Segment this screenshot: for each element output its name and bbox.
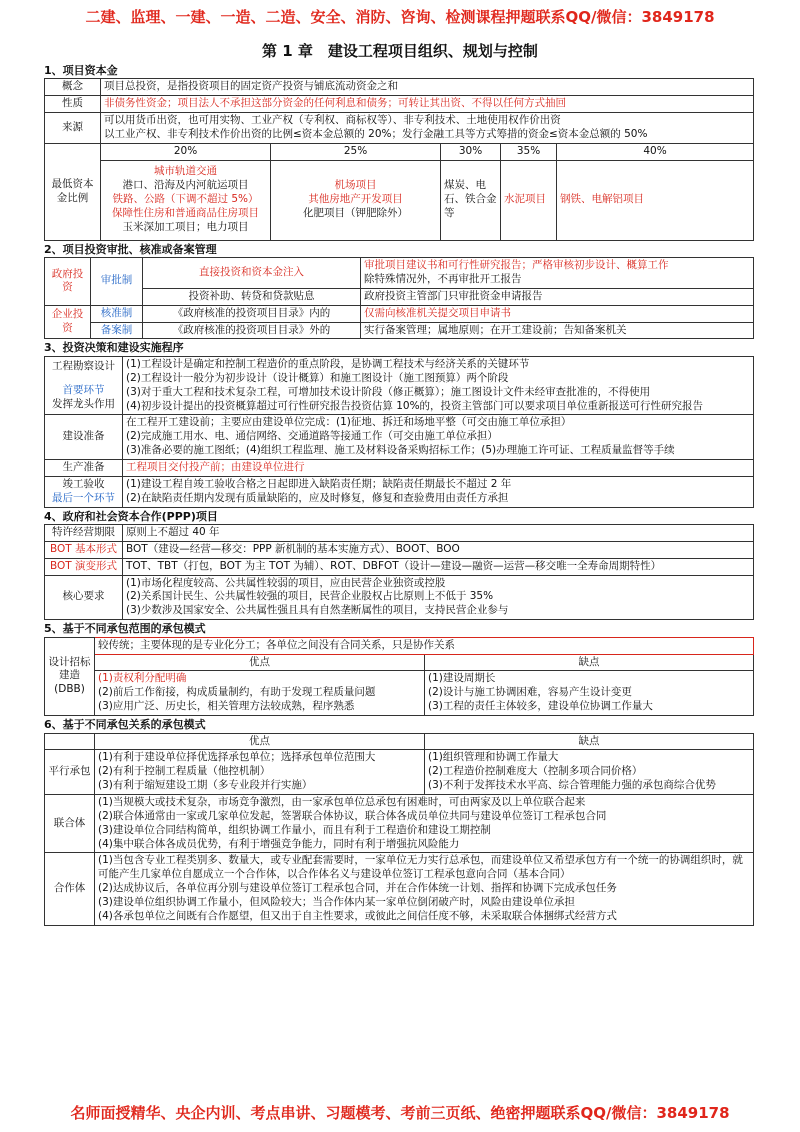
pct-20: 20%: [101, 143, 271, 160]
chapter-title: 第 1 章 建设工程项目组织、规划与控制: [262, 42, 538, 60]
coop-label: 合作体: [45, 853, 95, 925]
concept-text: 项目总投资，是指投资项目的固定资产投资与铺底流动资金之和: [101, 79, 754, 96]
capital-table: [44, 78, 754, 240]
ent-out-list-desc: 实行备案管理；属地原则；在开工建设前；告知备案机关: [361, 322, 754, 339]
projects-25: 机场项目 其他房地产开发项目 化肥项目（钾肥除外）: [271, 160, 441, 240]
pct-35: 35%: [501, 143, 557, 160]
rel-con-header: 缺点: [425, 733, 754, 750]
term-content: 原则上不超过 40 年: [123, 525, 754, 542]
pct-25: 25%: [271, 143, 441, 160]
parallel-label: 平行承包: [45, 750, 95, 795]
section-6-title: 6、基于不同承包关系的承包模式: [44, 718, 206, 732]
dbb-label: 设计招标建造(DBB): [45, 637, 95, 715]
section-2-title: 2、项目投资审批、核准或备案管理: [44, 242, 217, 256]
dbb-pro-header: 优点: [95, 654, 425, 671]
basic-form-content: BOT（建设—经营—移交：PPP 新机制的基本实施方式）、BOOT、BOO: [123, 541, 754, 558]
coop-content: (1)当包含专业工程类别多、数量大，或专业配套需要时，一家单位无力实行总承包，而建设单位又希望承包方有一个统一的协调组织时，就可能产生几家单位自愿成立一个合作体，以合作体名义与建设单位签订工程承包意向合同（基本合同） (2)达成协议后，各单位再分别与建设单位签订工程承包合同，并在合作体统一计划、指挥和协调下完成承包任务 (3)建设单位组织协调工作量小，但风险较大；当合作体内某一家单位倒闭破产时，风险由建设单位承担 (4)各承包单位之间既有合作愿望，但又出于自主性要求，或彼此之间信任度不够，未采取联合体捆绑式经营方式: [95, 853, 754, 925]
ent-in-list: 《政府核准的投资项目目录》内的: [143, 305, 361, 322]
section-4-title: 4、政府和社会资本合作(PPP)项目: [44, 509, 218, 523]
procedure-table: [44, 356, 754, 508]
section-5-title: 5、基于不同承包范围的承包模式: [44, 622, 206, 636]
survey-label: 工程勘察设计 首要环节 发挥龙头作用: [45, 356, 123, 414]
ent-out-list: 《政府核准的投资项目目录》外的: [143, 322, 361, 339]
union-label: 联合体: [45, 794, 95, 852]
prep-content: 在工程开工建设前；主要应由建设单位完成：(1)征地、拆迁和场地平整（可交由施工单位承担） (2)完成施工用水、电、通信网络、交通道路等接通工作（可交由施工单位承担） (3)准备必要的施工图纸；(4)组织工程监理、施工及材料设备采购招标工作；(5)办理施工许可证、工程质量监督等手续: [123, 415, 754, 460]
projects-35: 水泥项目: [501, 160, 557, 240]
evo-form-content: TOT、TBT（打包，BOT 为主 TOT 为辅）、ROT、DBFOT（设计—建设—融资—运营—移交唯一全寿命周期特性）: [123, 558, 754, 575]
section-3-title: 3、投资决策和建设实施程序: [44, 341, 184, 355]
survey-content: (1)工程设计是确定和控制工程造价的重点阶段，是协调工程技术与经济关系的关键环节 (2)工程设计一般分为初步设计（设计概算）和施工图设计（施工图预算）两个阶段 (3)对于重大工程和技术复杂工程，可增加技术设计阶段（修正概算）；施工图设计文件未经审查批准的，不得使用 (4)初步设计提出的投资概算超过可行性研究报告投资估算 10%的，投资主管部门可以要求项目单位重新报送可行性研究报告: [123, 356, 754, 414]
ent-invest-label: 企业投资: [45, 305, 91, 339]
dbb-pros: (1)责权利分配明确 (2)前后工作衔接，构成质量制约，有助于发现工程质量问题 (3)应用广泛、历史长，相关管理方法较成熟，程序熟悉: [95, 671, 425, 716]
ppp-table: [44, 524, 754, 620]
approval-table: [44, 257, 754, 339]
accept-label: 竣工验收 最后一个环节: [45, 476, 123, 507]
produce-label: 生产准备: [45, 459, 123, 476]
dbb-con-header: 缺点: [425, 654, 754, 671]
record-label: 备案制: [91, 322, 143, 339]
core-label: 核心要求: [45, 575, 123, 620]
gov-subsidy: 投资补助、转贷和贷款贴息: [143, 288, 361, 305]
prep-label: 建设准备: [45, 415, 123, 460]
basic-form-label: BOT 基本形式: [45, 541, 123, 558]
ent-in-list-desc: 仅需向核准机关提交项目申请书: [361, 305, 754, 322]
gov-direct: 直接投资和资本金注入: [143, 258, 361, 289]
accept-content: (1)建设工程自竣工验收合格之日起即进入缺陷责任期；缺陷责任期最长不超过 2 年 (2)在缺陷责任期内发现有质量缺陷的，应及时修复，修复和查验费用由责任方承担: [123, 476, 754, 507]
gov-direct-desc: 审批项目建议书和可行性研究报告；严格审核初步设计、概算工作 除特殊情况外，不再审批开工报告: [361, 258, 754, 289]
projects-30: 煤炭、电石、铁合金等: [441, 160, 501, 240]
section-1-title: 1、项目资本金: [44, 63, 118, 77]
source-label: 来源: [45, 113, 101, 144]
bottom-banner: 名师面授精华、央企内训、考点串讲、习题模考、考前三页纸、绝密押题联系QQ/微信：3849178: [70, 1104, 730, 1122]
core-content: (1)市场化程度较高、公共属性较弱的项目，应由民营企业独资或控股 (2)关系国计民生、公共属性较强的项目，民营企业股权占比原则上不低于 35% (3)少数涉及国家安全、公共属性强且具有自然垄断属性的项目，支持民营企业参与: [123, 575, 754, 620]
projects-20: 城市轨道交通 港口、沿海及内河航运项目 铁路、公路（下调不超过 5%） 保障性住房和普通商品住房项目 玉米深加工项目；电力项目: [101, 160, 271, 240]
dbb-cons: (1)建设周期长 (2)设计与施工协调困难，容易产生设计变更 (3)工程的责任主体较多，建设单位协调工作量大: [425, 671, 754, 716]
dbb-tradition: 较传统；主要体现的是专业化分工；各单位之间没有合同关系，只是协作关系: [95, 637, 754, 654]
term-label: 特许经营期限: [45, 525, 123, 542]
produce-content: 工程项目交付投产前；由建设单位进行: [123, 459, 754, 476]
verify-label: 核准制: [91, 305, 143, 322]
projects-40: 钢铁、电解铝项目: [557, 160, 754, 240]
nature-text: 非债务性资金；项目法人不承担这部分资金的任何利息和债务；可转让其出资、不得以任何方式抽回: [101, 96, 754, 113]
nature-label: 性质: [45, 96, 101, 113]
pct-40: 40%: [557, 143, 754, 160]
pct-30: 30%: [441, 143, 501, 160]
rel-pro-header: 优点: [95, 733, 425, 750]
parallel-cons: (1)组织管理和协调工作量大 (2)工程造价控制难度大（控制多项合同价格） (3)不利于发挥技术水平高、综合管理能力强的承包商综合优势: [425, 750, 754, 795]
union-content: (1)当规模大或技术复杂，市场竞争激烈，由一家承包单位总承包有困难时，可由两家及以上单位联合起来 (2)联合体通常由一家或几家单位发起，签署联合体协议，联合体各成员单位共同与建设单位签订工程承包合同 (3)建设单位合同结构简单，组织协调工作量小，而且有利于工程造价和建设工期控制 (4)集中联合体各成员优势，有利于增强竞争能力，同时有利于增强抗风险能力: [95, 794, 754, 852]
relation-table: [44, 733, 754, 926]
gov-subsidy-desc: 政府投资主管部门只审批资金申请报告: [361, 288, 754, 305]
dbb-table: [44, 637, 754, 716]
concept-label: 概念: [45, 79, 101, 96]
min-ratio-label: 最低资本金比例: [45, 143, 101, 240]
gov-invest-label: 政府投资: [45, 258, 91, 306]
evo-form-label: BOT 演变形式: [45, 558, 123, 575]
parallel-pros: (1)有利于建设单位择优选择承包单位；选择承包单位范围大 (2)有利于控制工程质量（他控机制） (3)有利于缩短建设工期（多专业段并行实施）: [95, 750, 425, 795]
source-text: 可以用货币出资，也可用实物、工业产权（专利权、商标权等）、非专利技术、土地使用权作价出资 以工业产权、非专利技术作价出资的比例≤资本金总额的 20%；发行金融工具等方式筹措的资金≤资本金总额的 50%: [101, 113, 754, 144]
top-banner: 二建、监理、一建、一造、二造、安全、消防、咨询、检测课程押题联系QQ/微信：3849178: [85, 8, 715, 26]
approve-label: 审批制: [91, 258, 143, 306]
